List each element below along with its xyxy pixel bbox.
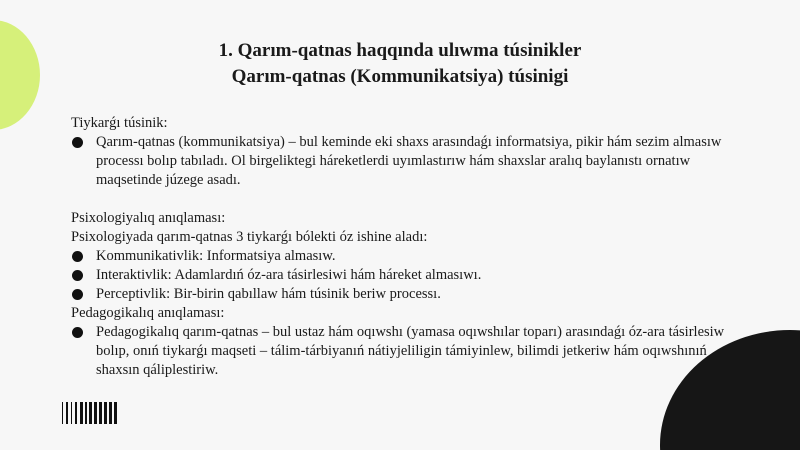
barcode-stripe <box>104 402 107 424</box>
barcode-stripe <box>99 402 102 424</box>
slide-title <box>0 38 800 90</box>
bullet-icon <box>72 251 83 262</box>
bullet-item <box>71 133 736 190</box>
bullet-icon <box>72 289 83 300</box>
psych-item-text: Perceptivlik: Bir-birin qabıllaw hám túsinik beriw processı. <box>96 286 441 302</box>
barcode-icon <box>62 402 117 424</box>
psych-item-text: Kommunikativlik: Informatsiya almasıw. <box>96 248 336 264</box>
bullet-icon <box>72 270 83 281</box>
barcode-stripe <box>114 402 117 424</box>
psych-intro: Psixologiyada qarım-qatnas 3 tiykarǵı bólekti óz ishine aladı: <box>71 229 428 245</box>
barcode-stripe <box>85 402 87 424</box>
bullet-item <box>71 266 736 285</box>
barcode-stripe <box>94 402 97 424</box>
bullet-icon <box>72 137 83 148</box>
bullet-icon <box>72 327 83 338</box>
bullet-item <box>71 247 736 266</box>
ped-heading: Pedagogikalıq anıqlaması: <box>71 305 225 321</box>
basic-bullet-text: Qarım-qatnas (kommunikatsiya) – bul keminde eki shaxs arasındaǵı informatsiya, pikir hám sezim almasıw processı bolıp tabıladı. Ol birgeliktegi háreketlerdi uyımlastırıw hám shaxslar aralıq baylanıstı ornatıw maqsetinde júzege asadı. <box>96 134 722 188</box>
ped-bullet-text: Pedagogikalıq qarım-qatnas – bul ustaz hám oqıwshı (yamasa oqıwshılar toparı) arasındaǵı óz-ara tásirlesiw bolıp, onıń tiykarǵı maqseti – tálim-tárbiyanıń nátiyjeliligin támiyinlew, bilimdi jetkeriw hám oqıwshınıń shaxsın qáliplestiriw. <box>96 324 725 378</box>
basic-heading: Tiykarǵı túsinik: <box>71 115 168 131</box>
barcode-stripe <box>62 402 63 424</box>
barcode-stripe <box>66 402 68 424</box>
barcode-stripe <box>89 402 92 424</box>
slide-content <box>71 114 736 380</box>
bullet-item <box>71 323 736 380</box>
psych-item-text: Interaktivlik: Adamlardıń óz-ara tásirlesiwi hám háreket almasıwı. <box>96 267 482 283</box>
psych-heading: Psixologiyalıq anıqlaması: <box>71 210 226 226</box>
barcode-stripe <box>75 402 77 424</box>
title-line-2: Qarım-qatnas (Kommunikatsiya) túsinigi <box>231 66 569 87</box>
barcode-stripe <box>71 402 72 424</box>
bullet-item <box>71 285 736 304</box>
title-line-1: 1. Qarım-qatnas haqqında ulıwma túsinikler <box>218 40 582 61</box>
barcode-stripe <box>80 402 83 424</box>
spacer <box>71 190 736 209</box>
barcode-stripe <box>109 402 112 424</box>
